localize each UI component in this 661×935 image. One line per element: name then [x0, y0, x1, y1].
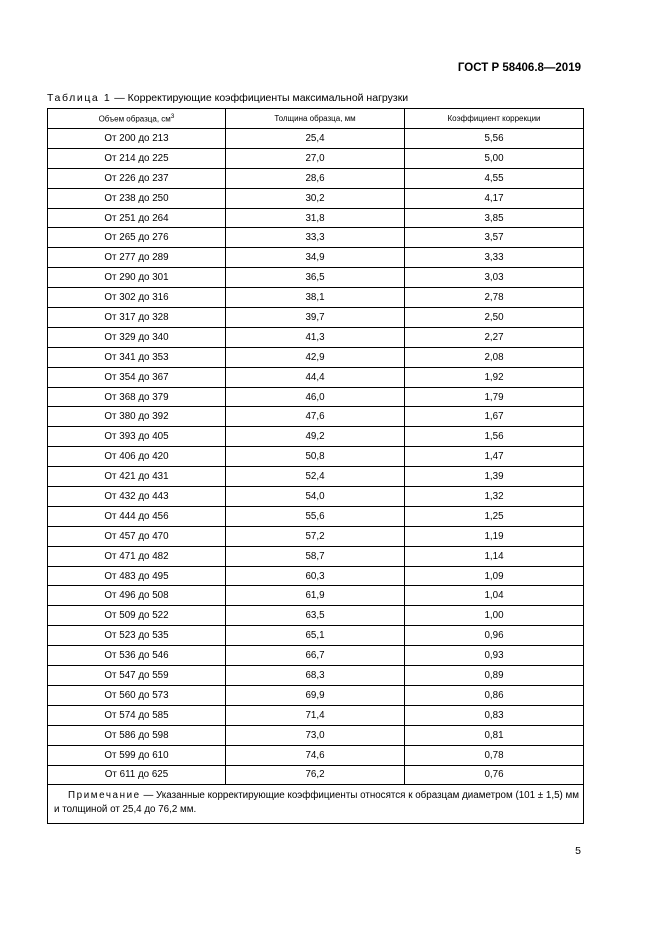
cell-thickness: 44,4: [226, 367, 405, 387]
table-caption: [47, 92, 408, 104]
table-row: [48, 745, 584, 765]
cell-volume: От 483 до 495: [48, 566, 226, 586]
cell-thickness: 63,5: [226, 606, 405, 626]
cell-thickness: 49,2: [226, 427, 405, 447]
cell-coefficient: 0,96: [405, 626, 584, 646]
cell-coefficient: 4,55: [405, 168, 584, 188]
table-row: [48, 188, 584, 208]
table-header-row: [48, 109, 584, 129]
cell-coefficient: 3,33: [405, 248, 584, 268]
cell-volume: От 599 до 610: [48, 745, 226, 765]
cell-volume: От 444 до 456: [48, 506, 226, 526]
cell-thickness: 65,1: [226, 626, 405, 646]
cell-volume: От 317 до 328: [48, 308, 226, 328]
cell-coefficient: 1,32: [405, 487, 584, 507]
table-row: [48, 765, 584, 785]
header-thickness: Толщина образца, мм: [226, 109, 405, 129]
cell-coefficient: 1,92: [405, 367, 584, 387]
table-row: [48, 288, 584, 308]
table-row: [48, 129, 584, 149]
table-row: [48, 427, 584, 447]
table-caption-label: Таблица 1: [47, 92, 112, 104]
table-row: [48, 705, 584, 725]
header-volume-label: Объем образца, см: [98, 114, 171, 124]
cell-thickness: 31,8: [226, 208, 405, 228]
cell-coefficient: 0,81: [405, 725, 584, 745]
header-volume-superscript: 3: [170, 113, 175, 121]
cell-coefficient: 0,76: [405, 765, 584, 785]
cell-thickness: 41,3: [226, 327, 405, 347]
cell-coefficient: 0,86: [405, 685, 584, 705]
cell-coefficient: 0,89: [405, 666, 584, 686]
cell-thickness: 50,8: [226, 447, 405, 467]
table-note-row: [48, 785, 584, 824]
table-row: [48, 546, 584, 566]
table-note: [48, 785, 584, 824]
cell-volume: От 354 до 367: [48, 367, 226, 387]
cell-volume: От 277 до 289: [48, 248, 226, 268]
cell-thickness: 25,4: [226, 129, 405, 149]
cell-coefficient: 1,47: [405, 447, 584, 467]
table-row: [48, 646, 584, 666]
cell-volume: От 471 до 482: [48, 546, 226, 566]
cell-thickness: 69,9: [226, 685, 405, 705]
cell-coefficient: 0,93: [405, 646, 584, 666]
correction-coefficients-table: [47, 108, 584, 824]
table-row: [48, 407, 584, 427]
cell-volume: От 329 до 340: [48, 327, 226, 347]
table-row: [48, 268, 584, 288]
cell-thickness: 76,2: [226, 765, 405, 785]
standard-designation: ГОСТ Р 58406.8—2019: [457, 62, 581, 74]
table-row: [48, 526, 584, 546]
cell-thickness: 28,6: [226, 168, 405, 188]
table-row: [48, 308, 584, 328]
cell-volume: От 574 до 585: [48, 705, 226, 725]
cell-thickness: 36,5: [226, 268, 405, 288]
cell-thickness: 38,1: [226, 288, 405, 308]
table-row: [48, 506, 584, 526]
cell-coefficient: 0,83: [405, 705, 584, 725]
cell-thickness: 55,6: [226, 506, 405, 526]
cell-volume: От 406 до 420: [48, 447, 226, 467]
cell-volume: От 214 до 225: [48, 148, 226, 168]
cell-coefficient: 2,78: [405, 288, 584, 308]
cell-volume: От 547 до 559: [48, 666, 226, 686]
cell-volume: От 380 до 392: [48, 407, 226, 427]
cell-volume: От 368 до 379: [48, 387, 226, 407]
cell-coefficient: 1,25: [405, 506, 584, 526]
table-row: [48, 208, 584, 228]
table-row: [48, 367, 584, 387]
cell-coefficient: 1,79: [405, 387, 584, 407]
cell-thickness: 39,7: [226, 308, 405, 328]
cell-coefficient: 3,57: [405, 228, 584, 248]
cell-thickness: 66,7: [226, 646, 405, 666]
table-row: [48, 467, 584, 487]
table-row: [48, 685, 584, 705]
cell-coefficient: 0,78: [405, 745, 584, 765]
cell-thickness: 47,6: [226, 407, 405, 427]
cell-thickness: 57,2: [226, 526, 405, 546]
cell-thickness: 34,9: [226, 248, 405, 268]
cell-coefficient: 3,85: [405, 208, 584, 228]
cell-thickness: 74,6: [226, 745, 405, 765]
header-volume: [48, 109, 226, 129]
table-row: [48, 487, 584, 507]
cell-thickness: 42,9: [226, 347, 405, 367]
cell-thickness: 46,0: [226, 387, 405, 407]
table-row: [48, 626, 584, 646]
table-body: [48, 129, 584, 785]
table-row: [48, 586, 584, 606]
cell-volume: От 560 до 573: [48, 685, 226, 705]
cell-thickness: 27,0: [226, 148, 405, 168]
cell-coefficient: 3,03: [405, 268, 584, 288]
note-label: Примечание: [68, 790, 141, 802]
cell-thickness: 33,3: [226, 228, 405, 248]
cell-volume: От 457 до 470: [48, 526, 226, 546]
table-row: [48, 248, 584, 268]
cell-thickness: 68,3: [226, 666, 405, 686]
cell-thickness: 54,0: [226, 487, 405, 507]
table-row: [48, 725, 584, 745]
cell-thickness: 58,7: [226, 546, 405, 566]
cell-volume: От 251 до 264: [48, 208, 226, 228]
cell-volume: От 611 до 625: [48, 765, 226, 785]
cell-coefficient: 1,09: [405, 566, 584, 586]
cell-coefficient: 1,39: [405, 467, 584, 487]
cell-thickness: 60,3: [226, 566, 405, 586]
cell-volume: От 302 до 316: [48, 288, 226, 308]
note-text: — Указанные корректирующие коэффициенты относятся к образцам диаметром (101 ± 1,5) мм и толщиной от 25,4 до 76,2 мм.: [54, 790, 579, 816]
cell-coefficient: 1,67: [405, 407, 584, 427]
table-row: [48, 327, 584, 347]
cell-volume: От 509 до 522: [48, 606, 226, 626]
cell-coefficient: 5,00: [405, 148, 584, 168]
cell-volume: От 341 до 353: [48, 347, 226, 367]
table-row: [48, 566, 584, 586]
cell-coefficient: 2,27: [405, 327, 584, 347]
cell-coefficient: 2,50: [405, 308, 584, 328]
cell-thickness: 52,4: [226, 467, 405, 487]
cell-volume: От 238 до 250: [48, 188, 226, 208]
table-row: [48, 387, 584, 407]
cell-volume: От 226 до 237: [48, 168, 226, 188]
cell-volume: От 536 до 546: [48, 646, 226, 666]
table-row: [48, 347, 584, 367]
cell-thickness: 61,9: [226, 586, 405, 606]
cell-volume: От 265 до 276: [48, 228, 226, 248]
header-coefficient: Коэффициент коррекции: [405, 109, 584, 129]
cell-thickness: 73,0: [226, 725, 405, 745]
cell-volume: От 496 до 508: [48, 586, 226, 606]
cell-coefficient: 1,04: [405, 586, 584, 606]
cell-coefficient: 1,00: [405, 606, 584, 626]
cell-thickness: 30,2: [226, 188, 405, 208]
cell-volume: От 393 до 405: [48, 427, 226, 447]
cell-coefficient: 1,14: [405, 546, 584, 566]
table-row: [48, 666, 584, 686]
table-row: [48, 228, 584, 248]
table-row: [48, 148, 584, 168]
cell-volume: От 523 до 535: [48, 626, 226, 646]
cell-volume: От 432 до 443: [48, 487, 226, 507]
cell-coefficient: 2,08: [405, 347, 584, 367]
cell-volume: От 290 до 301: [48, 268, 226, 288]
cell-volume: От 200 до 213: [48, 129, 226, 149]
cell-volume: От 421 до 431: [48, 467, 226, 487]
cell-volume: От 586 до 598: [48, 725, 226, 745]
cell-coefficient: 1,19: [405, 526, 584, 546]
table-caption-title: — Корректирующие коэффициенты максимальной нагрузки: [111, 92, 409, 104]
cell-coefficient: 1,56: [405, 427, 584, 447]
cell-coefficient: 5,56: [405, 129, 584, 149]
table-row: [48, 447, 584, 467]
table-row: [48, 606, 584, 626]
page-number: 5: [575, 845, 581, 857]
table-row: [48, 168, 584, 188]
cell-thickness: 71,4: [226, 705, 405, 725]
cell-coefficient: 4,17: [405, 188, 584, 208]
